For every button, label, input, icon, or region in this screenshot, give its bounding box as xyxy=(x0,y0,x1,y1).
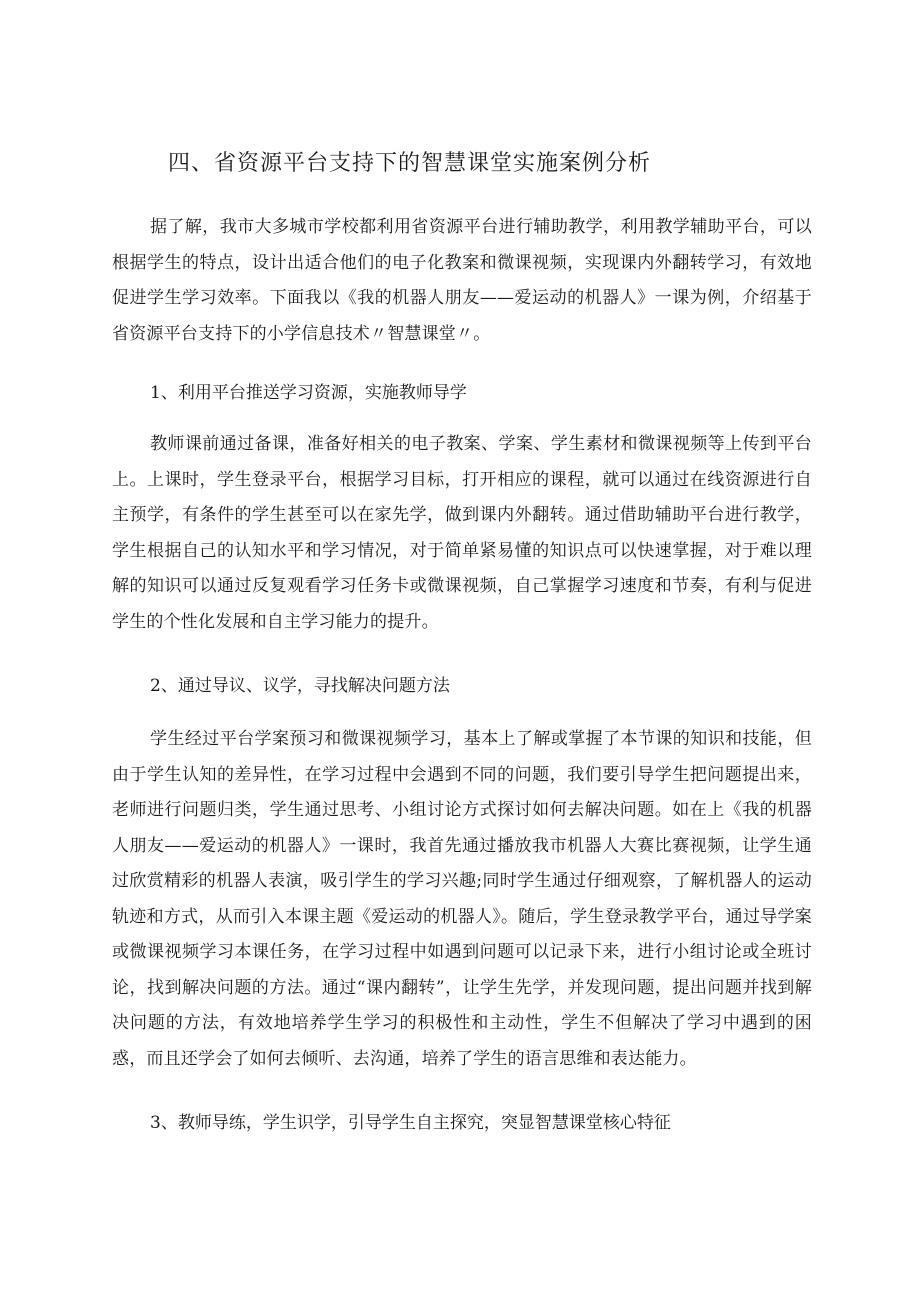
subsection-heading-2: 2、通过导议、议学，寻找解决问题方法 xyxy=(150,676,450,696)
subsection-body-1: 教师课前通过备课，准备好相关的电子教案、学案、学生素材和微课视频等上传到平台上。上课时，学生登录平台，根据学习目标，打开相应的课程，就可以通过在线资源进行自主预学，有条件的学生甚至可以在家先学，做到课内外翻转。通过借助辅助平台进行教学，学生根据自己的认知水平和学习情况，对于简单紧易懂的知识点可以快速掌握，对于难以理解的知识可以通过反复观看学习任务卡或微课视频，自己掌握学习速度和节奏，有利与促进学生的个性化发展和自主学习能力的提升。 xyxy=(112,434,812,632)
subsection-body-2: 学生经过平台学案预习和微课视频学习，基本上了解或掌握了本节课的知识和技能，但由于学生认知的差异性，在学习过程中会遇到不同的问题，我们要引导学生把问题提出来，老师进行问题归类，学生通过思考、小组讨论方式探讨如何去解决问题。如在上《我的机器人朋友——爱运动的机器人》一课时，我首先通过播放我市机器人大赛比赛视频，让学生通过欣赏精彩的机器人表演，吸引学生的学习兴趣;同时学生通过仔细观察，了解机器人的运动轨迹和方式，从而引入本课主题《爱运动的机器人》。随后，学生登录教学平台，通过导学案或微课视频学习本课任务，在学习过程中如遇到问题可以记录下来，进行小组讨论或全班讨论，找到解决问题的方法。通过“课内翻转”，让学生先学，并发现问题，提出问题并找到解决问题的方法，有效地培养学生学习的积极性和主动性，学生不但解决了学习中遇到的困惑，而且还学会了如何去倾听、去沟通，培养了学生的语言思维和表达能力。 xyxy=(112,729,812,1069)
subsection-heading-3: 3、教师导练，学生识学，引导学生自主探究，突显智慧课堂核心特征 xyxy=(150,1113,671,1133)
intro-paragraph: 据了解，我市大多城市学校都利用省资源平台进行辅助教学，利用教学辅助平台，可以根据学生的特点，设计出适合他们的电子化教案和微课视频，实现课内外翻转学习，有效地促进学生学习效率。下面我以《我的机器人朋友——爱运动的机器人》一课为例，介绍基于省资源平台支持下的小学信息技术〃智慧课堂〃。 xyxy=(112,217,812,344)
subsection-heading-1: 1、利用平台推送学习资源，实施教师导学 xyxy=(150,383,467,403)
section-title: 四、省资源平台支持下的智慧课堂实施案例分析 xyxy=(168,151,652,176)
